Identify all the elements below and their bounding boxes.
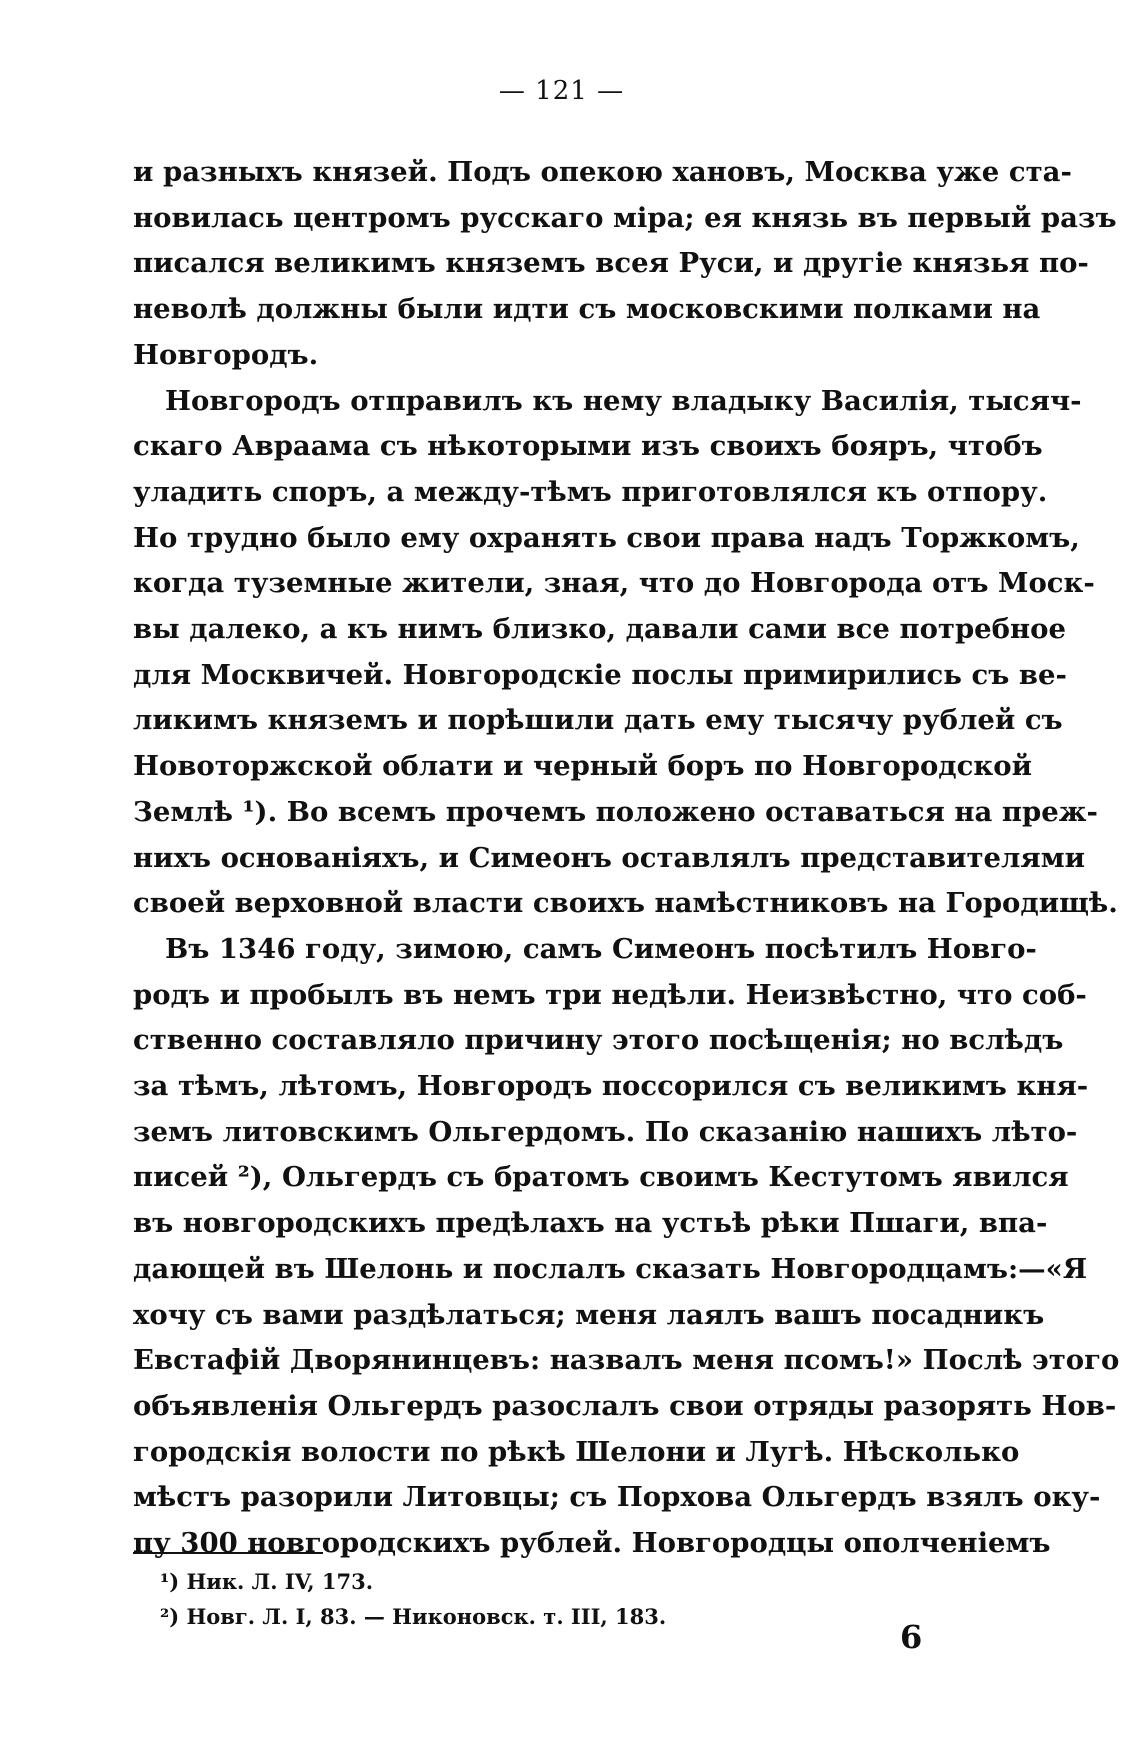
footnotes <box>160 1564 666 1634</box>
text-line: Но трудно было ему охранять свои права надъ Торжкомъ, <box>133 521 1080 554</box>
text-line: хочу съ вами раздѣлаться; меня лаялъ вашъ посадникъ <box>133 1298 1045 1331</box>
text-line: ликимъ княземъ и порѣшили дать ему тысячу рублей съ <box>133 704 1063 737</box>
text-line: въ новгородскихъ предѣлахъ на устьѣ рѣки Пшаги, впа- <box>133 1207 1048 1240</box>
text-line: Новгородъ. <box>133 338 319 371</box>
body-text <box>133 150 1120 1567</box>
text-line: вы далеко, а къ нимъ близко, давали сами все потребное <box>133 613 1066 646</box>
text-line: Въ 1346 году, зимою, самъ Симеонъ посѣтилъ Новго- <box>165 932 1037 965</box>
footnote: ²) Новг. Л. I, 83. — Никоновск. т. III, 183. <box>160 1604 667 1629</box>
text-line: нихъ основаніяхъ, и Симеонъ оставлялъ представителями <box>133 841 1086 874</box>
footnote-divider <box>133 1552 323 1554</box>
text-line: скаго Авраама съ нѣкоторыми изъ своихъ бояръ, чтобъ <box>133 430 1043 463</box>
text-line: городскія волости по рѣкѣ Шелони и Лугѣ. Нѣсколько <box>133 1435 1020 1468</box>
text-line: земъ литовскимъ Ольгердомъ. По сказанію нашихъ лѣто- <box>133 1115 1078 1148</box>
text-line: новилась центромъ русскаго міра; ея князь въ первый разъ <box>133 201 1117 234</box>
text-line: неволѣ должны были идти съ московскими полками на <box>133 293 1041 326</box>
text-line: Евстафій Дворянинцевъ: назвалъ меня псомъ!» Послѣ этого <box>133 1344 1120 1377</box>
text-line: писей ²), Ольгердъ съ братомъ своимъ Кестутомъ явился <box>133 1161 1069 1194</box>
text-line: и разныхъ князей. Подъ опекою хановъ, Москва уже ста- <box>133 156 1072 188</box>
text-line: уладить споръ, а между-тѣмъ приготовлялся къ отпору. <box>133 475 1048 508</box>
text-line: мѣстъ разорили Литовцы; съ Порхова Ольгердъ взялъ оку- <box>133 1481 1101 1514</box>
text-line: Новгородъ отправилъ къ нему владыку Василія, тысяч- <box>165 384 1082 417</box>
text-line: дающей въ Шелонь и послалъ сказать Новгородцамъ:—«Я <box>133 1252 1088 1285</box>
text-line: Новоторжской облати и черный боръ по Новгородской <box>133 750 1032 783</box>
footnote: ¹) Ник. Л. IV, 173. <box>160 1569 374 1594</box>
text-line: пу 300 новгородскихъ рублей. Новгородцы ополченіемъ <box>133 1527 1051 1560</box>
page-number: — 121 — <box>498 76 625 106</box>
text-line: когда туземные жители, зная, что до Новгорода отъ Моск- <box>133 567 1095 600</box>
text-line: писался великимъ княземъ всея Руси, и другіе князья по- <box>133 247 1089 280</box>
text-line: для Москвичей. Новгородскіе послы примирились съ ве- <box>133 658 1067 691</box>
text-line: ственно составляло причину этого посѣщенія; но вслѣдъ <box>133 1024 1064 1057</box>
text-line: родъ и пробылъ въ немъ три недѣли. Неизвѣстно, что соб- <box>133 978 1087 1011</box>
text-line: своей верховной власти своихъ намѣстниковъ на Городищѣ. <box>133 887 1118 920</box>
signature-mark: 6 <box>900 1618 923 1656</box>
text-line: объявленія Ольгердъ разослалъ свои отряды разорять Нов- <box>133 1389 1117 1422</box>
text-line: за тѣмъ, лѣтомъ, Новгородъ поссорился съ великимъ кня- <box>133 1070 1089 1103</box>
text-line: Землѣ ¹). Во всемъ прочемъ положено оставаться на преж- <box>133 795 1098 828</box>
